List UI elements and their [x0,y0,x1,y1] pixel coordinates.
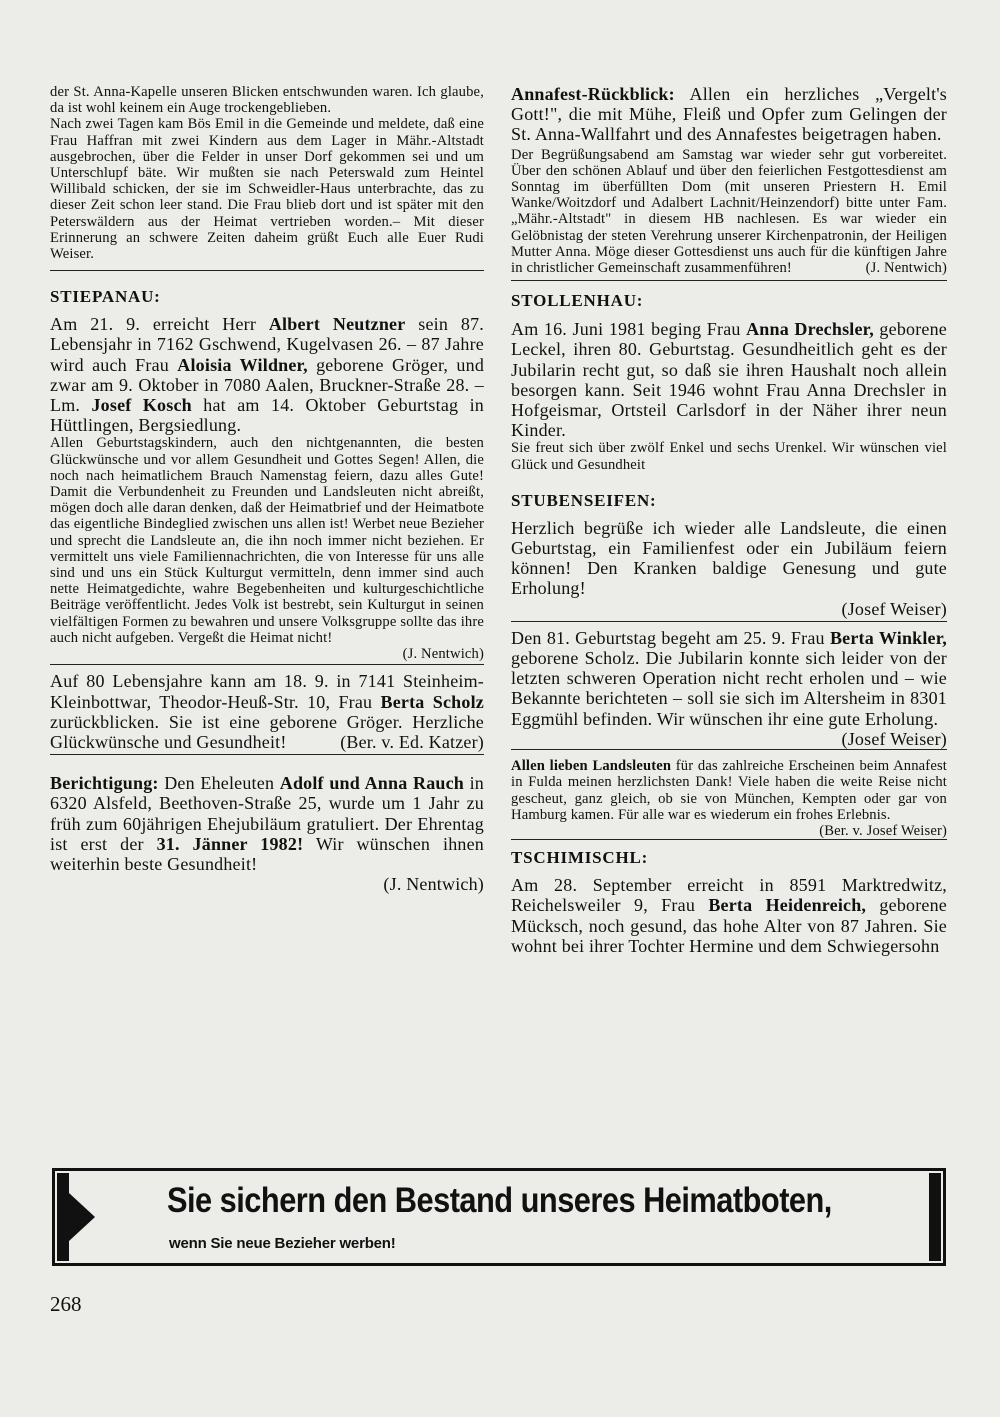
signature: (J. Nentwich) [865,260,947,277]
stubenseifen-greeting: Herzlich begrüße ich wieder alle Landsleute, die einen Geburtstag, ein Familienfest oder ein Jubiläum feiern können! Den Kranken baldige Genesung und gute Erholung! [511,517,947,599]
stiepanau-birthdays: Am 21. 9. erreicht Herr Albert Neutzner sein 87. Lebensjahr in 7162 Gschwend, Kugelvasen 26. – 87 Jahre wird auch Frau Aloisia Wildner, geborene Gröger, und zwar am 9. Oktober in 7080 Aalen, Bruckner-Straße 28. – Lm. Josef Kosch hat am 14. Oktober Geburtstag in Hüttlingen, Bergsiedlung. [50,314,485,436]
signature: (Ber. v. Ed. Katzer) [340,731,484,752]
annafest-thanks: Allen lieben Landsleuten für das zahlreiche Erscheinen beim Annafest in Fulda meinen herzlichsten Dank! Viele haben die weite Reise nicht gescheut, ganz gleich, ob sie von München, Kempten oder gar von Hamburg kamen. Für alle war es wiederum ein frohes Erlebnis. (Ber. v. Josef Weiser) [511,758,947,839]
signature: (J. Nentwich) [402,646,484,663]
heading-tschimischl: TSCHIMISCHL: [511,848,649,868]
scholz-birthday: Auf 80 Lebensjahre kann am 18. 9. in 7141 Steinheim-Kleinbottwar, Theodor-Heuß-Str. 10, Frau Berta Scholz zurückblicken. Sie ist eine geborene Gröger. Herzliche Glückwünsche und Gesundheit! (Ber. v. Ed. Katzer) [50,671,484,752]
divider [511,749,947,750]
annafest-details: Der Begrüßungsabend am Samstag war wieder sehr gut vorbereitet. Über den schönen Ablauf und über den feierlichen Festgottesdienst am Sonntag im überfüllten Dom (mit unseren Priestern H. Emil Wanke/Woitzdorf und Adalbert Lachnit/Heinzendorf) bitte unter Fam. „Mähr.-Altstadt" in diesem HB nachlesen. Es war wieder ein Gelöbnistag der steten Verehrung unserer Kirchenpatronin, der Heiligen Mutter Anna. Möge dieser Gottesdienst uns auch für die künftigen Jahre in christlicher Gemeinschaft zusammenführen! (J. Nentwich) [511,146,947,277]
divider [511,621,947,622]
heading-stiepanau: STIEPANAU: [50,287,161,307]
drechsler-birthday: Am 16. Juni 1981 beging Frau Anna Drechsler, geborene Leckel, ihren 80. Geburtstag. Gesundheitlich geht es der Jubilarin recht gut, so daß sie ihren Haushalt noch allein besorgen kann. Seit 1946 wohnt Frau Anna Drechsler in Hofgeismar, Ortsteil Carlsdorf in der Näher ihrer neun Kinder. [511,319,947,441]
berichtigung: Berichtigung: Den Eheleuten Adolf und Anna Rauch in 6320 Alsfeld, Beethoven-Straße 25, wurde um 1 Jahr zu früh zum 60jährigen Ehejubiläum gratuliert. Der Ehrentag ist erst der 31. Jänner 1982! Wir wünschen ihnen weiterhin beste Gesundheit! [50,773,485,874]
divider [50,270,484,271]
winkler-birthday: Den 81. Geburtstag begeht am 25. 9. Frau Berta Winkler, geborene Scholz. Die Jubilarin konnte sich leider von der letzten schweren Operation nicht recht erholen und – wie Bekannte berichteten – soll sie sich im Altersheim in 8301 Eggmühl befinden. Wir wünschen ihr eine gute Erholung. (Josef Weiser) [511,627,947,749]
drechsler-note: Sie freut sich über zwölf Enkel und sechs Urenkel. Wir wünschen viel Glück und Gesundheit [511,440,947,473]
signature: (Josef Weiser) [841,728,947,749]
divider [511,280,947,281]
page-number: 268 [50,1292,82,1316]
banner-left-bar [57,1173,69,1261]
banner-headline: Sie sichern den Bestand unseres Heimatboten, [167,1181,832,1220]
heading-stollenhau: STOLLENHAU: [511,291,644,311]
banner-right-bar [929,1173,941,1261]
banner-subline: wenn Sie neue Bezieher werben! [169,1235,396,1252]
arrow-right-icon [69,1193,95,1241]
signature: (Ber. v. Josef Weiser) [819,822,947,839]
continued-paragraph: der St. Anna-Kapelle unseren Blicken entschwunden waren. Ich glaube, da ist wohl keinem ein Auge trockengeblieben. [50,84,484,117]
divider [50,664,484,665]
annafest-rueckblick: Annafest-Rückblick: Allen ein herzliches „Vergelt's Gott!", die mit Mühe, Fleiß und Opfer zum Gelingen der St. Anna-Wallfahrt und des Annafestes beigetragen haben. [511,84,947,145]
signature: (J. Nentwich) [383,874,484,895]
subscription-banner [52,1168,946,1266]
haffran-story: Nach zwei Tagen kam Bös Emil in die Gemeinde und meldete, daß eine Frau Haffran mit zwei Kindern aus dem Lager in Mähr.-Altstadt ausgebrochen, über die Felder in unser Dorf gekommen sei und um Unterschlupf bäte. Wir mußten sie nach Peterswald zum Heintel Willibald schicken, der sie im Schweidler-Haus unterbrachte, das zu dieser Zeit schon leer stand. Die Frau blieb dort und ist später mit den Peterswäldern aus der Heimat vertrieben worden.– Mit dieser Erinnerung an schwere Zeiten daheim grüßt Euch alle Euer Rudi Weiser. [50,116,484,263]
heading-stubenseifen: STUBENSEIFEN: [511,490,657,510]
heidenreich-birthday: Am 28. September erreicht in 8591 Marktredwitz, Reichelsweiler 9, Frau Berta Heidenreich, geborene Mücksch, noch gesund, das hohe Alter von 87 Jahren. Sie wohnt bei ihrer Tochter Hermine und dem Schwiegersohn [511,875,947,956]
signature: (Josef Weiser) [841,598,947,619]
divider [50,754,484,755]
right-column [511,84,947,956]
stiepanau-greeting: Allen Geburtstagskindern, auch den nichtgenannten, die besten Glückwünsche und vor allem Gesundheit und Gottes Segen! Allen, die noch nach heimatlichem Brauch Namenstag feiern, dazu alles Gute! Damit die Verbundenheit zu Freunden und Landsleuten nicht abreißt, mögen doch alle daran denken, daß der Heimatbrief und der Heimatbote das eigentliche Bindeglied zwischen uns allen ist! Werbet neue Bezieher und sprecht die Landsleute an, die ihn noch immer nicht beziehen. Er vermittelt uns viele Familiennachrichten, die von Interesse für uns alle sind und uns ein Stück Kulturgut vermitteln, denn immer sind auch nette Heimatgedichte, wahre Begebenheiten und kulturgeschichtliche Beiträge veröffentlicht. Jedes Volk ist bestrebt, sein Kulturgut in seinen vielfältigen Formen zu bewahren und unsere Volksgruppe sollte das ihre auch nicht aufgeben. Vergeßt die Heimat nicht! [50,435,484,646]
divider [511,839,947,840]
left-column [50,84,484,894]
